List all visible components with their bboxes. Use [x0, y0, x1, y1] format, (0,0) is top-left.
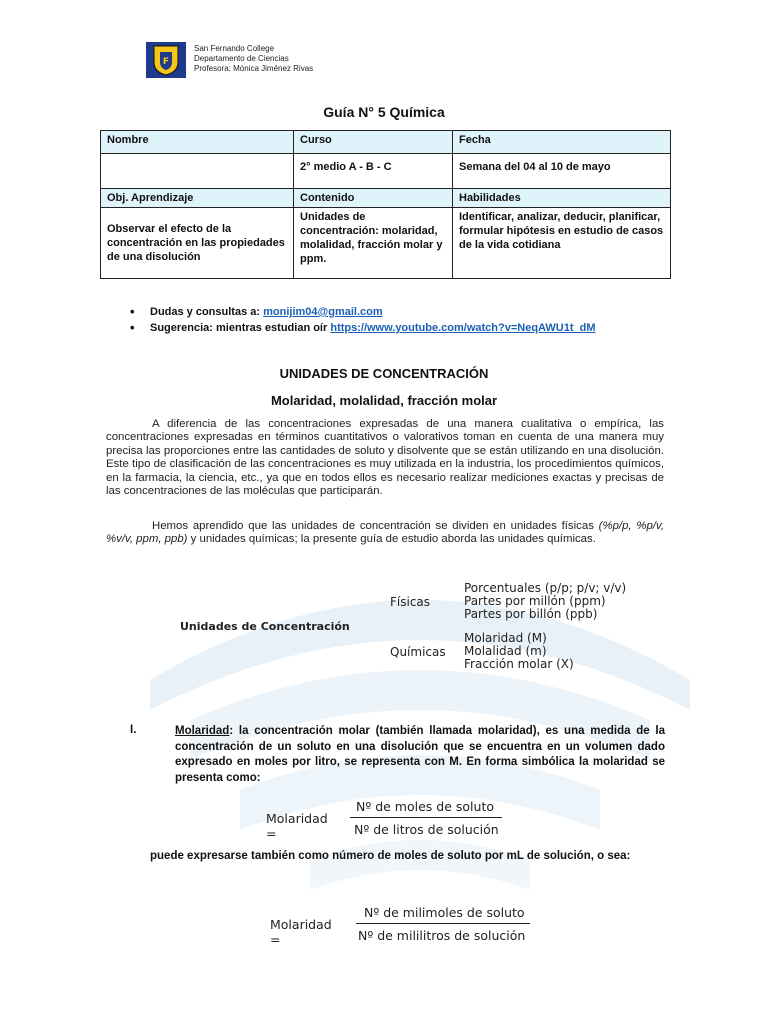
list-item: [130, 304, 595, 320]
formula-lhs: Molaridad =: [270, 917, 332, 947]
list-item: Porcentuales (p/p; p/v; v/v): [464, 581, 627, 595]
table-header-row: [101, 189, 671, 208]
teacher-name: Profesora: Mónica Jiménez Rivas: [194, 64, 314, 73]
diagram-chemical-label: Químicas: [390, 645, 446, 659]
table-cell: 2° medio A - B - C: [294, 154, 453, 189]
table-cell: Unidades de concentración: molaridad, molalidad, fracción molar y ppm.: [294, 208, 453, 279]
bullet-icon: •: [130, 304, 135, 319]
table-cell: [101, 154, 294, 189]
list-item: Partes por billón (ppb): [464, 607, 598, 621]
school-name: San Fernando College: [194, 44, 275, 53]
list-item: Partes por millón (ppm): [464, 594, 606, 608]
bullet-label: Dudas y consultas a:: [150, 306, 261, 318]
formula-numerator: Nº de milimoles de soluto: [364, 905, 525, 920]
bullet-label: Sugerencia: mientras estudian oír: [150, 322, 328, 334]
table-cell: Semana del 04 al 10 de mayo: [453, 154, 671, 189]
formula-numerator: Nº de moles de soluto: [356, 799, 494, 814]
table-header-cell: Contenido: [294, 189, 453, 208]
bullet-icon: •: [130, 320, 135, 335]
table-cell: Observar el efecto de la concentración en las propiedades de una disolución: [101, 208, 294, 279]
table-row: [101, 154, 671, 189]
svg-text:F: F: [162, 57, 170, 67]
list-item: Molalidad (m): [464, 644, 547, 658]
section-subheading: Molaridad, molalidad, fracción molar: [270, 393, 498, 408]
fraction-bar: [350, 817, 502, 818]
molarity-definition: [175, 724, 665, 786]
youtube-link[interactable]: https://www.youtube.com/watch?v=NeqAWU1t_dM: [330, 322, 596, 334]
formula-lhs: Molaridad =: [266, 811, 328, 841]
school-crest-icon: [146, 42, 186, 78]
email-link[interactable]: monijim04@gmail.com: [263, 306, 383, 318]
table-header-cell: Nombre: [101, 131, 294, 154]
list-item: [130, 320, 595, 336]
table-header-cell: Curso: [294, 131, 453, 154]
table-header-cell: Obj. Aprendizaje: [101, 189, 294, 208]
info-table: [100, 130, 671, 279]
paragraph-text: A diferencia de las concentraciones expresadas de una manera cualitativa o empírica, las concentraciones expresadas en términos cuantitativos o valorativos toman en cuenta de una manera muy precisa las proporciones entre las cantidades de soluto y disolvente que se están utilizando en una disolución. Este tipo de clasificación de las concentraciones es muy utilizada en la industria, los procedimientos químicos, en la farmacia, la ciencia, etc., ya que en todos ellos es necesario realizar mediciones exactas y precisas de las concentraciones de las moléculas que participarán.: [106, 418, 664, 498]
molarity-term: Molaridad: [175, 725, 230, 737]
list-item: Fracción molar (X): [464, 657, 574, 671]
list-item: Molaridad (M): [464, 631, 547, 645]
table-header-row: [101, 131, 671, 154]
formula-denominator: Nº de litros de solución: [354, 822, 499, 837]
physical-units-list: [464, 582, 626, 621]
department-name: Departamento de Ciencias: [194, 54, 289, 63]
diagram-physical-label: Físicas: [390, 595, 431, 609]
page-title: Guía N° 5 Química: [323, 104, 445, 120]
paragraph: [106, 418, 664, 498]
table-header-cell: Fecha: [453, 131, 671, 154]
table-row: [101, 208, 671, 279]
table-header-cell: Habilidades: [453, 189, 671, 208]
bullet-list: [130, 304, 595, 336]
chemical-units-list: [464, 632, 574, 671]
fraction-bar: [356, 923, 530, 924]
paragraph-text: y unidades químicas; la presente guía de estudio aborda las unidades químicas.: [187, 533, 596, 546]
section-heading: UNIDADES DE CONCENTRACIÓN: [279, 366, 489, 381]
paragraph-text: Hemos aprendido que las unidades de concentración se dividen en unidades físicas: [152, 520, 599, 532]
section-numeral: I.: [130, 724, 137, 736]
diagram-root-label: Unidades de Concentración: [180, 620, 350, 633]
formula-denominator: Nº de mililitros de solución: [358, 928, 526, 943]
paragraph: [106, 520, 664, 547]
alternate-expression-text: puede expresarse también como número de moles de soluto por mL de solución, o sea:: [150, 850, 631, 862]
table-cell: Identificar, analizar, deducir, planificar, formular hipótesis en estudio de casos de la vida cotidiana: [453, 208, 671, 279]
physical-units-examples: (%p/p, %p/v, %v/v, ppm, ppb): [106, 520, 664, 546]
molarity-text: : la concentración molar (también llamada molaridad), es una medida de la concentración de un soluto en una disolución que se encuentra en un volumen dado expresado en moles por litro, se representa con M. En forma simbólica la molaridad se presenta como:: [175, 725, 665, 784]
school-header: [194, 44, 313, 74]
